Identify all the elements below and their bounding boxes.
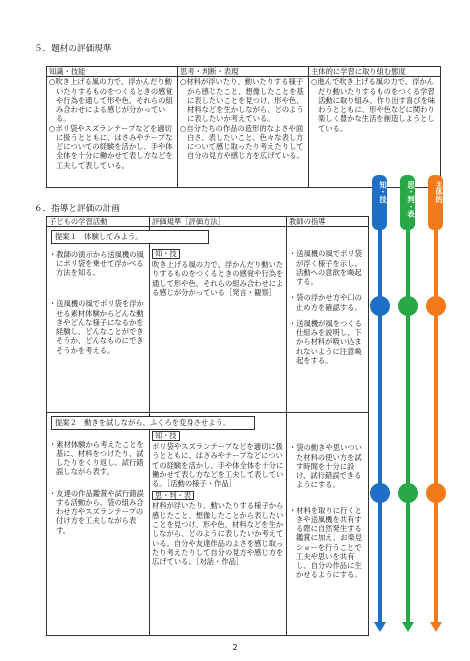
- criteria-cell-knowledge: [47, 77, 178, 188]
- teaching-plan-table: [46, 216, 369, 636]
- criteria-header-thinking: 思考・判断・表現: [178, 67, 309, 77]
- plan-header-teacher: 教師の指導: [287, 217, 369, 227]
- teacher-item: ・袋の動きや思いついた材料の使い方を試す時間を十分に設け、試行錯誤できるようにする。: [289, 443, 362, 490]
- plan-row2-evaluation: [150, 413, 287, 636]
- activity-item: ・友達の作品鑑賞や試行錯誤する活動から、袋の組み合わせ方やスズランテープの付け方を工夫しながら表す。: [49, 488, 144, 535]
- evaluation-criteria-table: [46, 66, 441, 188]
- lane-arrow-icon: [402, 622, 414, 632]
- lane-label-box: [428, 175, 443, 230]
- page-number: 2: [232, 643, 238, 652]
- prompt-2-box: 提案２ 動きを試しながら、ふくろを変身させよう。: [51, 416, 255, 429]
- criteria-item: ○自分たちの作品の造形的なよさや面白さ、表したいこと、色々な表し方について感じ取ったり考えたりして自分の見方や感じ方を広げている。: [180, 123, 304, 161]
- evaluation-point-dot: [426, 296, 446, 316]
- teacher-item: ・送風機が風をつくる仕組みを説明し、下から材料が吸い込まれないように注意喚起をする。: [289, 318, 362, 365]
- lane-label: 思・判・表: [407, 181, 416, 218]
- criteria-header-attitude: 主体的に学習に取り組む態度: [309, 67, 441, 77]
- eval-text: 吹き上げる風の力で、浮かんだり動いたりするものをつくるときの感覚や行為を通して形や色、それらの組み合わせによる感じが分かっている［発言・観察］: [152, 260, 284, 297]
- evaluation-point-dot: [370, 483, 390, 503]
- lane-line: [406, 230, 410, 622]
- evaluation-point-dot: [398, 296, 418, 316]
- eval-tag-knowledge: 知・技: [152, 249, 180, 259]
- evaluation-point-dot: [398, 483, 418, 503]
- activity-item: ・素材体験から考えたことを基に、材料をつけたり、試したりをくり返し、試行錯誤しながら表す。: [49, 439, 144, 477]
- section6-title: ６．指導と評価の計画: [34, 204, 120, 214]
- eval-tag-thinking: 思・判・表: [152, 491, 194, 501]
- eval-text: 材料が浮いたり、動いたりする様子から感じたこと、想像したことから表したいことを見つけ、形や色、材料などを生かしながら、どのように表したいか考えている。自分や友達作品のよさを感じ取ったり考えたりして自分の見方や感じ方を広げている。［対話・作品］: [152, 501, 284, 567]
- plan-header-activity: 子どもの学習活動: [47, 217, 150, 227]
- criteria-header-knowledge: 知識・技能: [47, 67, 178, 77]
- criteria-cell-attitude: [309, 77, 441, 188]
- lane-label: 主体的: [435, 181, 444, 203]
- eval-tag-knowledge: 知・技: [152, 431, 180, 441]
- plan-row1-evaluation: [150, 227, 287, 413]
- criteria-cell-thinking: [178, 77, 309, 188]
- lane-arrow-icon: [430, 622, 442, 632]
- evaluation-point-dot: [426, 483, 446, 503]
- section5-title: ５．題材の評価規準: [34, 44, 112, 54]
- prompt-1-box: 提案１ 体験してみよう。: [51, 230, 209, 243]
- activity-item: ・教師の演示から送風機の風にポリ袋を乗せて浮かべる方法を知る。: [49, 249, 144, 278]
- teacher-item: ・材料を取りに行くときや送風機を共有する際に自然発生する鑑賞に加え、お楽見ショーを行うことで工夫や思いを共有し、自分の作品に生かせるようにする。: [289, 505, 363, 580]
- criteria-item: ○吹き上げる風の力で、浮かんだり動いたりするものをつくるときの感覚や行為を通して形や色、それらの組み合わせによる感じが分かっている。: [49, 77, 173, 124]
- plan-header-evaluation: 評価規準［評価方法］: [150, 217, 287, 227]
- criteria-item: ○進んで吹き上げる風の力で、浮かんだり動いたりするものをつくる学習活動に取り組み、作り出す喜びを味わうとともに、形や色などに関わり楽しく豊かな生活を創造しようとしている。: [311, 77, 436, 133]
- eval-text: ポリ袋やスズランテープなどを適切に扱うとともに、はさみやテープなどについての経験を活かし、手や体全体を十分に働かせて表し方などを工夫して表している。［活動の様子・作品］: [152, 442, 284, 489]
- lane-arrow-icon: [374, 622, 386, 632]
- lane-label-box: [372, 175, 387, 230]
- lane-label: 知・技: [379, 181, 388, 203]
- teacher-item: ・送風機の風でポリ袋が浮く様子を示し、活動への意欲を喚起する。: [289, 249, 362, 287]
- lane-label-box: [400, 175, 415, 230]
- teacher-item: ・袋の浮かせ方や口の止め方を確認する。: [289, 293, 362, 312]
- plan-row2-teacher: [287, 413, 369, 636]
- plan-row1-teacher: [287, 227, 369, 413]
- criteria-item: ○材料が浮いたり、動いたりする様子から感じたこと、想像したことを基に表したいことを見つけ、形や色、材料などを生かしながら、どのように表したいか考えている。: [180, 77, 304, 124]
- activity-item: ・送風機の風でポリ袋を浮かせる素材体験からどんな動きやどんな様子になるかを経験し、どんなことができそうか、どんなものにできそうかを考える。: [49, 299, 144, 355]
- lane-line: [378, 230, 382, 622]
- criteria-item: ○ポリ袋やスズランテープなどを適切に扱うとともに、はさみやテープなどについての経験を活かし、手や体全体を十分に働かせて表し方などを工夫して表している。: [49, 123, 173, 170]
- lane-line: [434, 230, 438, 622]
- evaluation-point-dot: [370, 296, 390, 316]
- plan-row1-activity: [47, 227, 150, 413]
